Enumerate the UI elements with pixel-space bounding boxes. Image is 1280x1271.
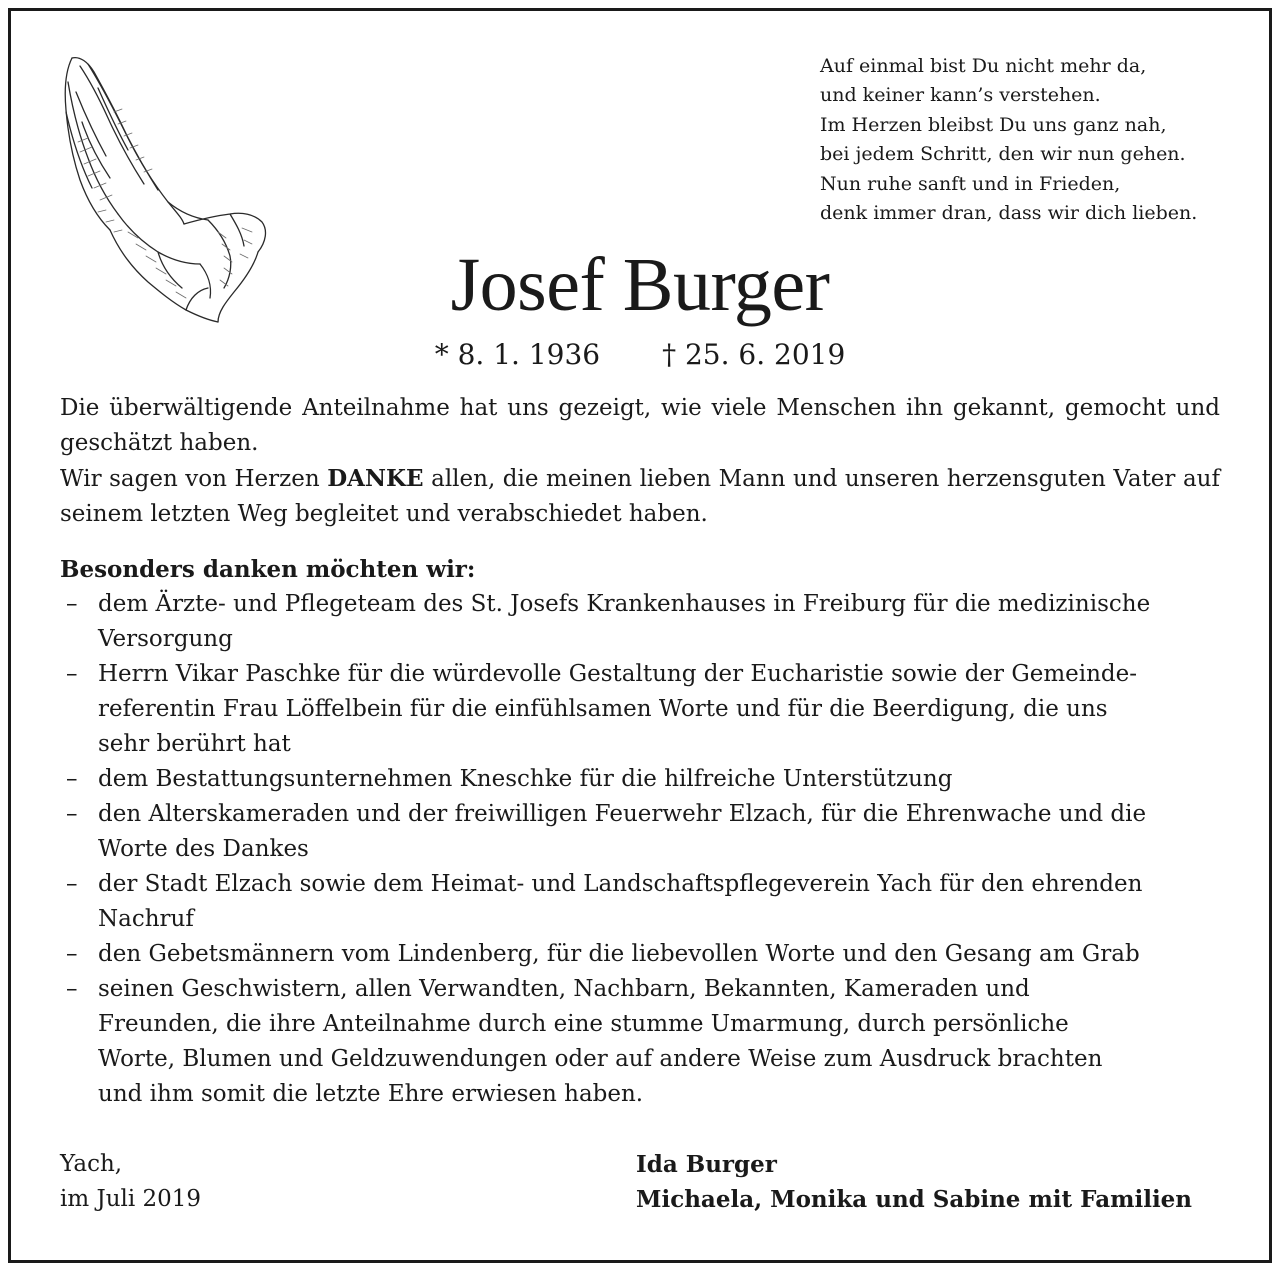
thank-you-text xyxy=(60,391,1220,532)
special-thanks-heading: Besonders danken möchten wir: xyxy=(60,556,476,583)
list-line: Freunden, die ihre Anteilnahme durch eine stumme Umarmung, durch persönliche xyxy=(98,1011,1069,1037)
deceased-name: Josef Burger xyxy=(450,243,830,327)
list-line: Versorgung xyxy=(98,626,233,652)
list-line: dem Ärzte- und Pflegeteam des St. Josefs Krankenhauses in Freiburg für die medizinische xyxy=(98,591,1151,617)
signatory-widow: Ida Burger xyxy=(636,1151,777,1178)
poem-line: bei jedem Schritt, den wir nun gehen. xyxy=(820,143,1186,166)
list-line: den Gebetsmännern vom Lindenberg, für die liebevollen Worte und den Gesang am Grab xyxy=(98,941,1140,967)
list-item xyxy=(60,587,1220,657)
list-dash: – xyxy=(66,871,78,897)
poem-line: Im Herzen bleibst Du uns ganz nah, xyxy=(820,113,1167,136)
place: Yach, xyxy=(60,1151,123,1177)
list-line: der Stadt Elzach sowie dem Heimat- und Landschaftspflegeverein Yach für den ehrenden xyxy=(98,871,1143,897)
list-line: Nachruf xyxy=(98,906,194,932)
thanks-list xyxy=(60,587,1220,1112)
birth-date: * 8. 1. 1936 xyxy=(434,338,601,371)
life-dates xyxy=(300,336,980,374)
list-dash: – xyxy=(66,801,78,827)
poem-line: denk immer dran, dass wir dich lieben. xyxy=(820,201,1198,224)
list-line: den Alterskameraden und der freiwilligen Feuerwehr Elzach, für die Ehrenwache und die xyxy=(98,801,1147,827)
danke-word: DANKE xyxy=(327,465,424,492)
list-item xyxy=(60,972,1220,1112)
list-item xyxy=(60,937,1220,972)
list-line: sehr berührt hat xyxy=(98,731,291,757)
list-line: Worte, Blumen und Geldzuwendungen oder auf andere Weise zum Ausdruck brachten xyxy=(98,1046,1103,1072)
list-dash: – xyxy=(66,941,78,967)
death-date: † 25. 6. 2019 xyxy=(662,338,846,371)
poem-line: Nun ruhe sanft und in Frieden, xyxy=(820,172,1121,195)
paragraph-anteilnahme: Die überwältigende Anteilnahme hat uns gezeigt, wie viele Menschen ihn gekannt, gemocht und geschätzt haben. xyxy=(60,395,1220,456)
list-item xyxy=(60,762,1220,797)
paragraph-danke xyxy=(60,461,1220,532)
date: im Juli 2019 xyxy=(60,1186,202,1212)
poem-line: Auf einmal bist Du nicht mehr da, xyxy=(820,55,1147,77)
poem xyxy=(820,52,1240,228)
poem-line: und keiner kann’s verstehen. xyxy=(820,84,1101,107)
list-dash: – xyxy=(66,591,78,617)
list-line: referentin Frau Löffelbein für die einfühlsamen Worte und für die Beerdigung, die uns xyxy=(98,696,1108,722)
danke-rest: allen, die meinen lieben Mann und unseren herzensguten Vater auf seinem letzten Weg begleitet und verabschiedet haben. xyxy=(60,466,1220,527)
list-line: und ihm somit die letzte Ehre erwiesen haben. xyxy=(98,1081,644,1107)
list-item xyxy=(60,797,1220,867)
signatory-daughters: Michaela, Monika und Sabine mit Familien xyxy=(636,1186,1193,1213)
danke-lead: Wir sagen von Herzen xyxy=(60,466,328,492)
signatories xyxy=(636,1147,1192,1217)
list-item xyxy=(60,867,1220,937)
place-and-date xyxy=(60,1147,201,1217)
praying-hands-icon xyxy=(58,52,270,324)
list-dash: – xyxy=(66,766,78,792)
list-line: seinen Geschwistern, allen Verwandten, Nachbarn, Bekannten, Kameraden und xyxy=(98,976,1030,1002)
list-line: Worte des Dankes xyxy=(98,836,309,862)
list-line: dem Bestattungsunternehmen Kneschke für die hilfreiche Unterstützung xyxy=(98,766,953,792)
list-item xyxy=(60,657,1220,762)
list-dash: – xyxy=(66,661,78,687)
list-line: Herrn Vikar Paschke für die würdevolle Gestaltung der Eucharistie sowie der Gemeinde- xyxy=(98,661,1138,687)
list-dash: – xyxy=(66,976,78,1002)
